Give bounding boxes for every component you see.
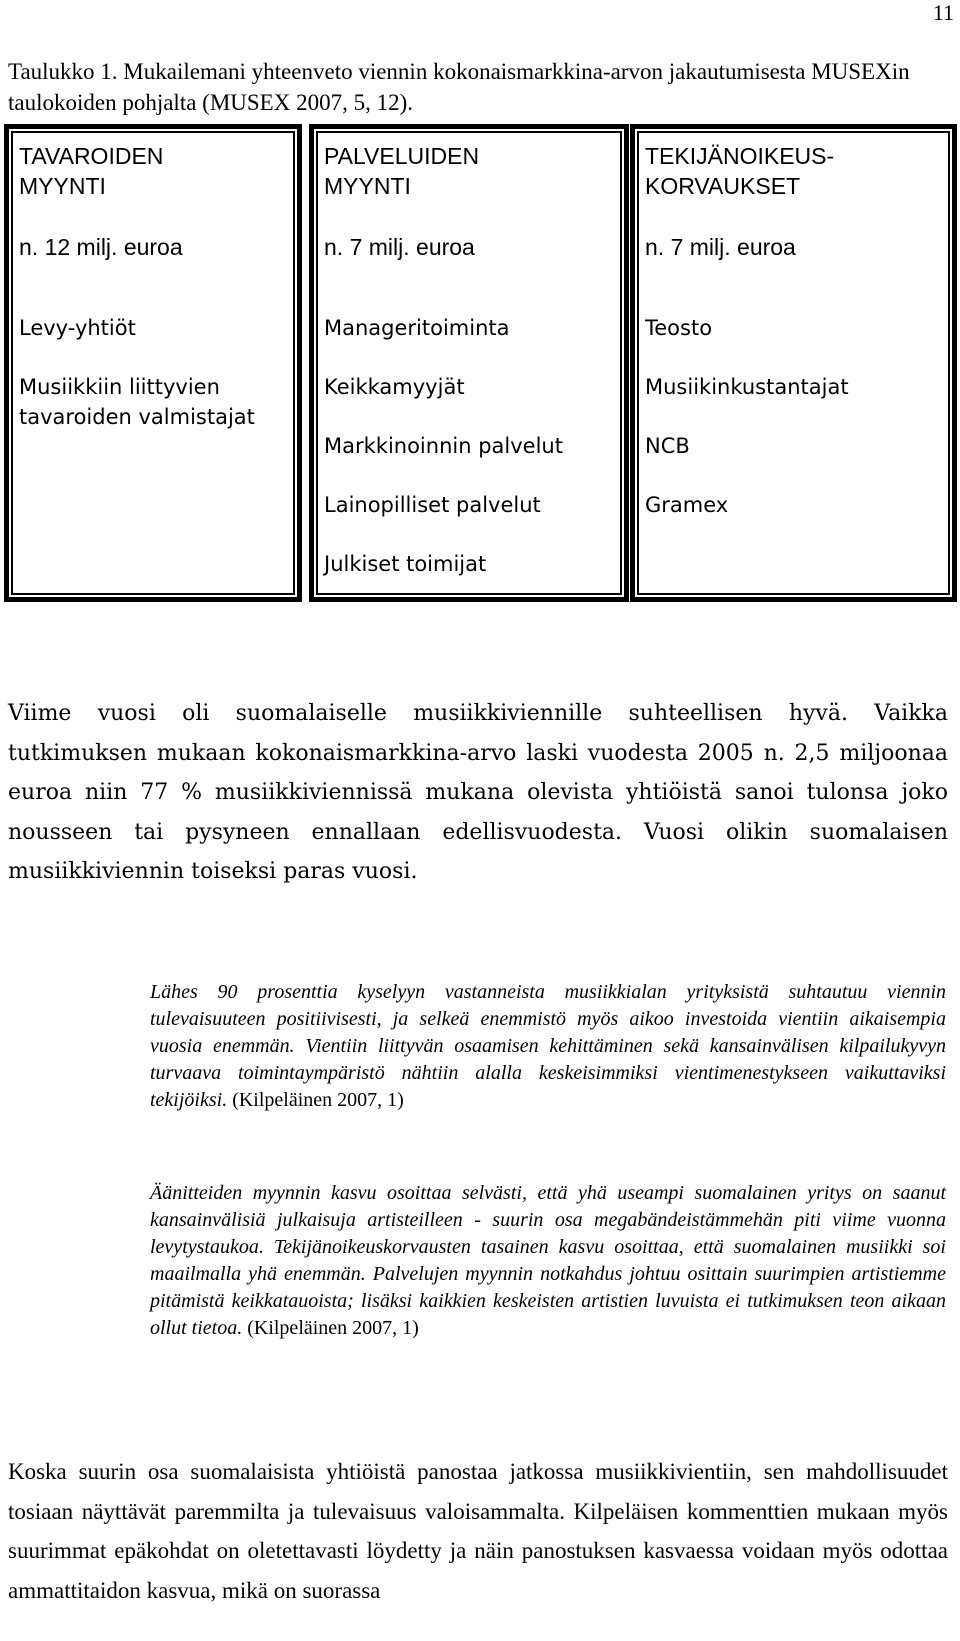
column-item: Julkiset toimijat — [324, 552, 487, 576]
column-item: Keikkamyyjät — [324, 375, 465, 399]
table-column-copyright — [630, 124, 957, 602]
column-item: Lainopilliset palvelut — [324, 493, 541, 517]
block-quote — [150, 979, 946, 1114]
column-item: Gramex — [645, 493, 729, 517]
quote-text: Äänitteiden myynnin kasvu osoittaa selvästi, että yhä useampi suomalainen yritys on saanut kansainvälisiä julkaisuja artisteilleen - suurin osa megabändeistämmehän piti viime vuonna levytystaukoa. Tekijänoikeuskorvausten tasainen kasvu osoittaa, että suomalainen musiikki soi maailmalla yhä enemmän. Palvelujen myynnin notkahdus johtuu osittain suurimpien artistiemme pitämistä keikkatauoista; lisäksi kaikkien keskeisten artistien luvuista ei tutkimuksen teon aikaan ollut tietoa. — [150, 1182, 946, 1339]
quote-citation: (Kilpeläinen 2007, 1) — [247, 1317, 419, 1339]
table-caption: Taulukko 1. Mukailemani yhteenveto viennin kokonaismarkkina-arvon jakautumisesta MUSEXin taulokoiden pohjalta (MUSEX 2007, 5, 12). — [8, 59, 910, 115]
column-item: Levy-yhtiöt — [19, 316, 136, 340]
column-heading: PALVELUIDEN MYYNTI — [324, 143, 480, 199]
body-paragraph: Viime vuosi oli suomalaiselle musiikkiviennille suhteellisen hyvä. Vaikka tutkimuksen mukaan kokonaismarkkina-arvo laski vuodesta 2005 n. 2,5 miljoonaa euroa niin 77 % musiikkiviennissä mukana olevista yhtiöistä sanoi tulonsa joko nousseen tai pysyneen ennallaan edellisvuodesta. Vuosi olikin suomalaisen musiikkiviennin toiseksi paras vuosi. — [8, 701, 948, 884]
column-item: NCB — [645, 434, 690, 458]
column-item: Musiikinkustantajat — [645, 375, 849, 399]
column-item: Teosto — [645, 316, 713, 340]
page-number: 11 — [932, 0, 954, 25]
column-item: Markkinoinnin palvelut — [324, 434, 563, 458]
column-item: Manageritoiminta — [324, 316, 510, 340]
column-item: Musiikkiin liittyvien tavaroiden valmistajat — [19, 375, 255, 429]
column-amount: n. 7 milj. euroa — [324, 234, 475, 260]
table-column-goods — [4, 124, 302, 602]
block-quote — [150, 1180, 946, 1342]
column-amount: n. 12 milj. euroa — [19, 234, 183, 260]
body-paragraph: Koska suurin osa suomalaisista yhtiöistä panostaa jatkossa musiikkivientiin, sen mahdollisuudet tosiaan näyttävät paremmilta ja tulevaisuus valoisammalta. Kilpeläisen kommenttien mukaan myös suurimmat epäkohdat on oletettavasti löydetty ja näin panostuksen kasvaessa voidaan myös odottaa ammattitaidon kasvua, mikä on suorassa — [8, 1459, 948, 1603]
quote-text: Lähes 90 prosenttia kyselyyn vastanneista musiikkialan yrityksistä suhtautuu viennin tulevaisuuteen positiivisesti, ja selkeä enemmistö myös aikoo investoida vientiin aikaisempia vuosia enemmän. Vientiin liittyvän osaamisen kehittäminen sekä kansainvälisen kilpailukyvyn turvaava toimintaympäristö nähtiin alalla keskeisimmiksi vientimenestykseen vaikuttaviksi tekijöiksi. — [150, 981, 946, 1111]
column-heading: TEKIJÄNOIKEUS- KORVAUKSET — [645, 143, 835, 199]
column-amount: n. 7 milj. euroa — [645, 234, 796, 260]
column-heading: TAVAROIDEN MYYNTI — [19, 143, 164, 199]
quote-citation: (Kilpeläinen 2007, 1) — [232, 1089, 404, 1111]
table-column-services — [309, 124, 629, 602]
